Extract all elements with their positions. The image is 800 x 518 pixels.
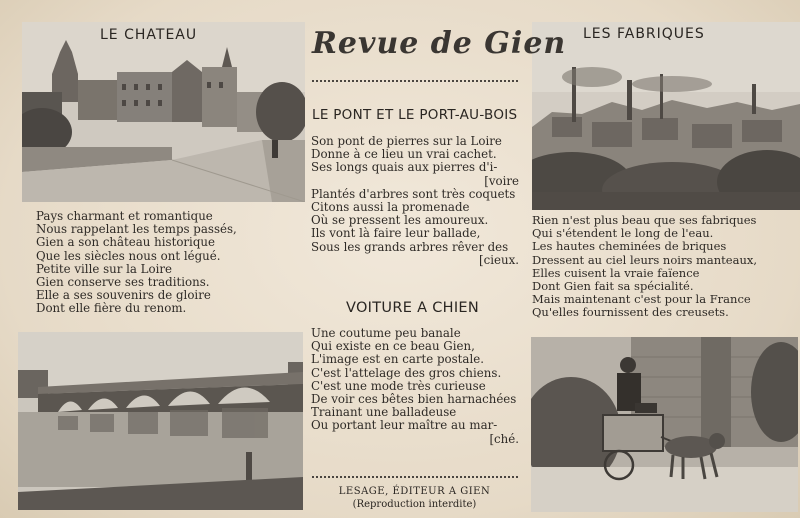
- poem-line: Qu'elles fournissent des creusets.: [532, 305, 729, 320]
- poem-line: Donne à ce lieu un vrai cachet.: [311, 147, 497, 162]
- poem-line: Dressent au ciel leurs noirs manteaux,: [532, 252, 757, 267]
- page-title: Revue de Gien: [312, 26, 567, 61]
- poem-line: Gien a son château historique: [36, 235, 215, 250]
- fabriques-caption: LES FABRIQUES: [583, 26, 705, 42]
- poem-line: Ses longs quais aux pierres d'i-: [311, 160, 498, 175]
- poem-line: Mais maintenant c'est pour la France: [532, 292, 751, 307]
- footer-rule: [312, 476, 518, 478]
- poem-line: Dont elle fière du renom.: [36, 301, 187, 316]
- fabriques-photo: [532, 22, 800, 210]
- poem-line: Qui existe en ce beau Gien,: [311, 339, 475, 354]
- voiture-chien-photo: [531, 337, 798, 512]
- poem-line: De voir ces bêtes bien harnachées: [311, 392, 517, 407]
- pont-heading: LE PONT ET LE PORT-AU-BOIS: [312, 107, 518, 123]
- poem-line: Son pont de pierres sur la Loire: [311, 134, 502, 148]
- poem-line: Qui s'étendent le long de l'eau.: [532, 226, 714, 241]
- voiture-heading: VOITURE A CHIEN: [346, 300, 480, 316]
- poem-line: Pays charmant et romantique: [36, 209, 213, 223]
- poem-line: Plantés d'arbres sont très coquets: [311, 186, 516, 201]
- title-rule: [312, 80, 518, 82]
- poem-line: Où se pressent les amoureux.: [311, 213, 489, 228]
- poem-line: Ils vont là faire leur ballade,: [311, 226, 481, 241]
- reproduction-notice: (Reproduction interdite): [352, 499, 477, 510]
- chateau-photo: [22, 22, 305, 202]
- poem-line: Dont Gien fait sa spécialité.: [532, 279, 694, 294]
- fabriques-poem: [532, 214, 796, 320]
- poem-line: [ché.: [489, 431, 519, 446]
- poem-line: [cieux.: [479, 252, 519, 267]
- poem-line: Une coutume peu banale: [311, 326, 461, 340]
- poem-line: Elle a ses souvenirs de gloire: [36, 288, 211, 303]
- poem-line: L'image est en carte postale.: [311, 352, 484, 367]
- poem-line: C'est l'attelage des gros chiens.: [311, 365, 502, 380]
- poem-line: Trainant une balladeuse: [311, 405, 457, 420]
- voiture-poem: [311, 327, 519, 446]
- poem-line: [voire: [484, 173, 519, 188]
- poem-line: Sous les grands arbres rêver des: [311, 239, 509, 254]
- chateau-poem: [36, 210, 296, 316]
- poem-line: Elles cuisent la vraie faïence: [532, 265, 700, 280]
- poem-line: Petite ville sur la Loire: [36, 261, 173, 276]
- poem-line: Ou portant leur maître au mar-: [311, 418, 498, 433]
- poem-line: C'est une mode très curieuse: [311, 378, 486, 393]
- poem-line: Rien n'est plus beau que ses fabriques: [532, 213, 757, 227]
- poem-line: Gien conserve ses traditions.: [36, 275, 210, 290]
- poem-line: Nous rappelant les temps passés,: [36, 222, 237, 237]
- chateau-caption: LE CHATEAU: [100, 27, 198, 43]
- poem-line: Que les siècles nous ont légué.: [36, 248, 221, 263]
- poem-line: Citons aussi la promenade: [311, 200, 470, 215]
- publisher-line: LESAGE, ÉDITEUR A GIEN: [338, 486, 491, 497]
- pont-photo: [18, 332, 303, 510]
- pont-poem: [311, 135, 519, 267]
- poem-line: Les hautes cheminées de briques: [532, 239, 727, 254]
